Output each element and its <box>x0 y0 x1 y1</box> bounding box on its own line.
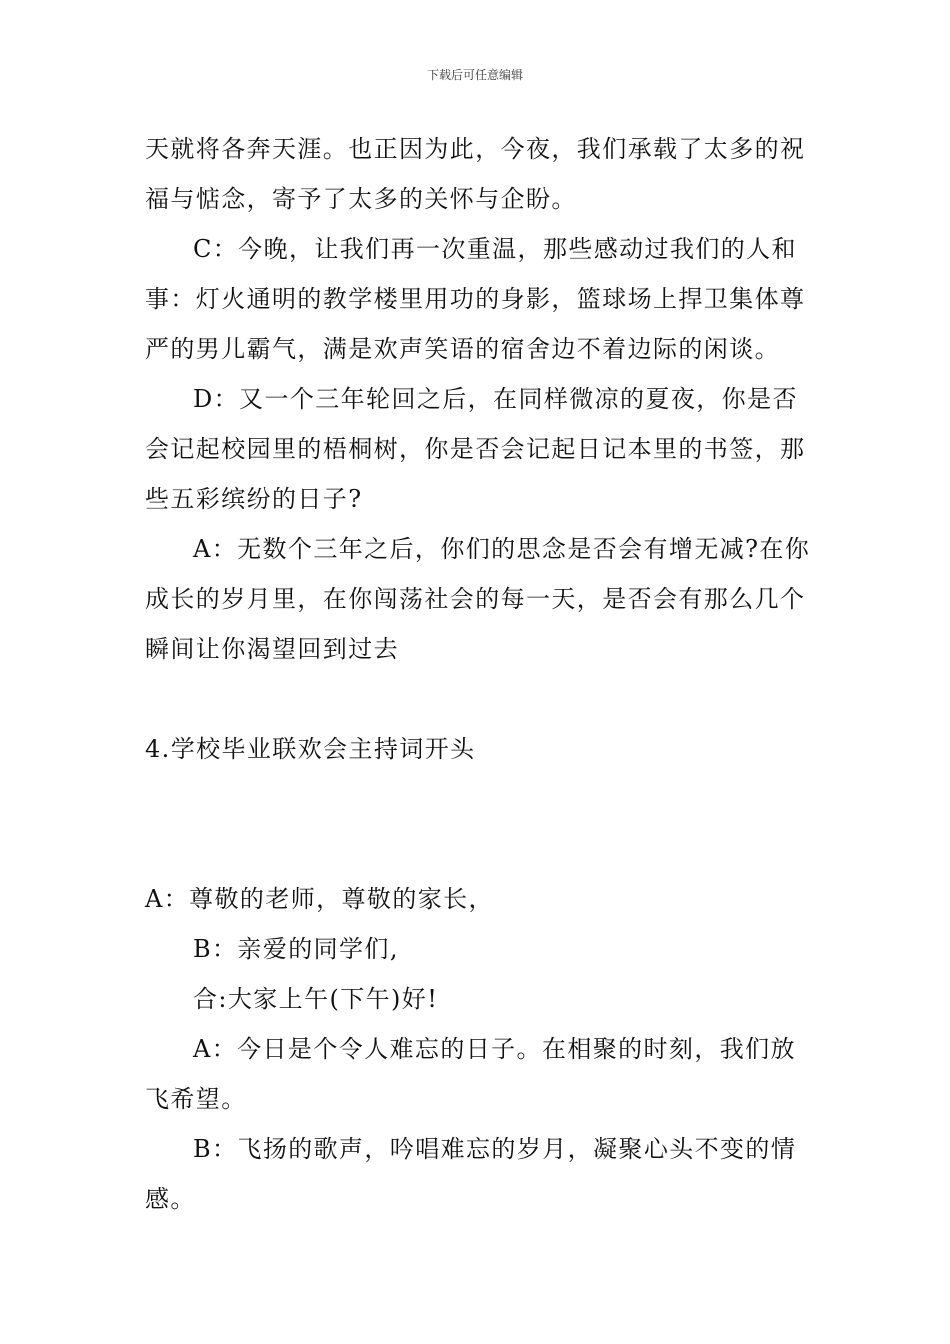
spacer <box>145 674 813 724</box>
paragraph-b-greeting: B：亲爱的同学们, <box>193 935 399 963</box>
paragraph-b-song: B：飞扬的歌声，吟唱难忘的岁月，凝聚心头不变的情感。 <box>145 1135 797 1213</box>
paragraph-continuation: 天就将各奔天涯。也正因为此，今夜，我们承载了太多的祝福与惦念，寄予了太多的关怀与企盼。 <box>145 135 806 213</box>
paragraph-a-today: A：今日是个令人难忘的日子。在相聚的时刻，我们放飞希望。 <box>145 1035 796 1113</box>
paragraph-a: A：无数个三年之后，你们的思念是否会有增无减?在你成长的岁月里，在你闯荡社会的每一天，是否会有那么几个瞬间让你渴望回到过去 <box>145 535 811 663</box>
paragraph-d: D：又一个三年轮回之后，在同样微凉的夏夜，你是否会记起校园里的梧桐树，你是否会记起日记本里的书签，那些五彩缤纷的日子? <box>145 385 806 513</box>
page-header: 下载后可任意编辑 <box>426 68 523 82</box>
paragraph-together: 合:大家上午(下午)好! <box>193 985 439 1013</box>
document-body <box>145 124 813 1224</box>
section-heading: 4.学校毕业联欢会主持词开头 <box>145 735 476 763</box>
spacer <box>145 774 813 874</box>
paragraph-c: C：今晚，让我们再一次重温，那些感动过我们的人和事：灯火通明的教学楼里用功的身影，篮球场上捍卫集体尊严的男儿霸气，满是欢声笑语的宿舍边不着边际的闲谈。 <box>145 235 806 363</box>
paragraph-a-greeting: A：尊敬的老师，尊敬的家长， <box>145 885 494 913</box>
